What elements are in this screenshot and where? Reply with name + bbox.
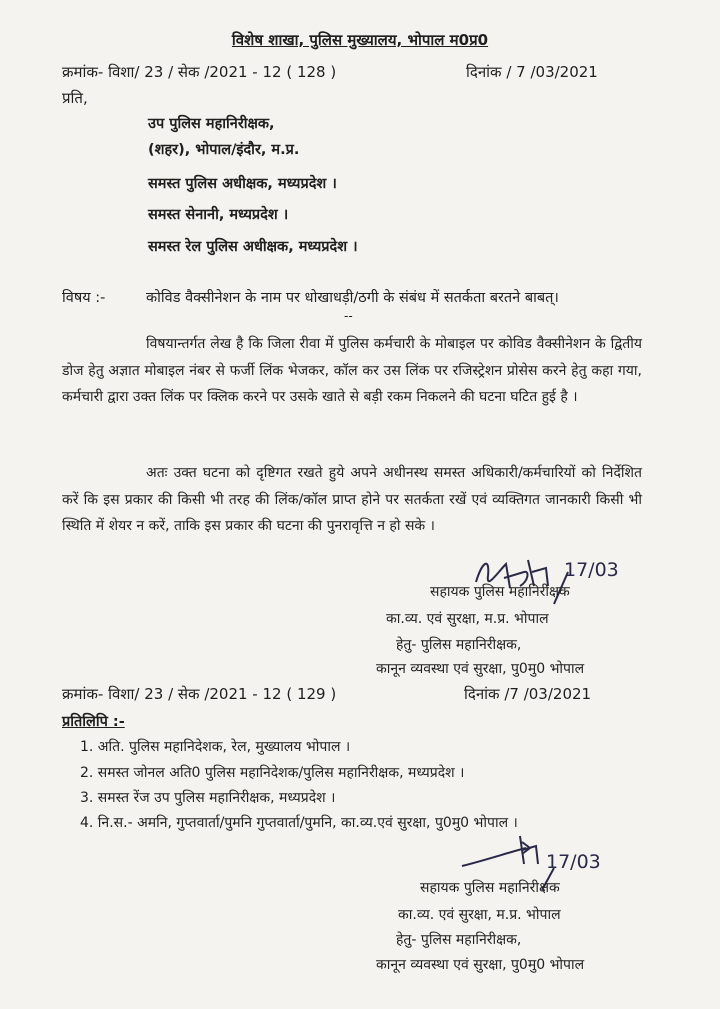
body-paragraph-1: विषयान्तर्गत लेख है कि जिला रीवा में पुलिस कर्मचारी के मोबाइल पर कोविड वैक्सीनेशन के द्वितीय डोज हेतु अज्ञात मोबाइल नंबर से फर्जी लिंक भेजकर, कॉल कर उस लिंक पर रजिस्ट्रेशन प्रोसेस करने हेतु कहा गया, कर्मचारी द्वारा उक्त लिंक पर क्लिक करने पर उसके खाते से बड़ी रकम निकलने की घटना घटित हुई है । — [62, 336, 642, 405]
letterhead-title: विशेष शाखा, पुलिस मुख्यालय, भोपाल म0प्र0 — [231, 31, 489, 49]
signatory-designation: सहायक पुलिस महानिरीक्षक — [420, 880, 560, 896]
copy-to-label: प्रतिलिपि :- — [62, 714, 125, 730]
signatory-office: का.व्य. एवं सुरक्षा, म.प्र. भोपाल — [386, 611, 549, 627]
copy-item: 3. समस्त रेंज उप पुलिस महानिरीक्षक, मध्यप्रदेश । — [80, 790, 336, 806]
date-1: दिनांक / 7 /03/2021 — [466, 63, 598, 81]
body-paragraph-2: अतः उक्त घटना को दृष्टिगत रखते हुये अपने अधीनस्थ समस्त अधिकारी/कर्मचारियों को निर्देशित करें कि इस प्रकार की किसी भी तरह की लिंक/कॉल प्राप्त होने पर सतर्कता रखें एवं व्यक्तिगत जानकारी किसी भी स्थिति में शेयर न करें, ताकि इस प्रकार की घटना की पुनरावृत्ति न हो सके । — [62, 465, 642, 534]
signatory-for: हेतु- पुलिस महानिरीक्षक, — [396, 637, 522, 653]
handwritten-signature-1 — [468, 542, 628, 612]
subject-separator: -- — [344, 309, 353, 323]
recipient-line: समस्त पुलिस अधीक्षक, मध्यप्रदेश । — [148, 176, 337, 192]
handwritten-date-1: 17/03 — [564, 559, 619, 581]
recipient-line: उप पुलिस महानिरीक्षक, — [148, 116, 275, 132]
handwritten-date-2: 17/03 — [546, 851, 601, 873]
recipient-line: समस्त सेनानी, मध्यप्रदेश । — [148, 207, 289, 223]
reference-number-2: क्रमांक- विशा/ 23 / सेक /2021 - 12 ( 129 ) — [62, 685, 337, 703]
recipient-line: (शहर), भोपाल/इंदौर, म.प्र. — [148, 142, 300, 158]
signatory-department: कानून व्यवस्था एवं सुरक्षा, पु0मु0 भोपाल — [376, 957, 585, 973]
signatory-for: हेतु- पुलिस महानिरीक्षक, — [396, 932, 522, 948]
copy-item: 1. अति. पुलिस महानिदेशक, रेल, मुख्यालय भोपाल । — [80, 739, 351, 755]
signatory-department: कानून व्यवस्था एवं सुरक्षा, पु0मु0 भोपाल — [376, 661, 585, 677]
copy-item: 2. समस्त जोनल अति0 पुलिस महानिदेशक/पुलिस महानिरीक्षक, मध्यप्रदेश । — [80, 765, 465, 781]
subject-label: विषय :- — [62, 290, 106, 306]
recipient-prefix: प्रति, — [62, 89, 88, 107]
reference-number-1: क्रमांक- विशा/ 23 / सेक /2021 - 12 ( 128 ) — [62, 63, 337, 81]
copy-item: 4. नि.स.- अमनि, गुप्तवार्ता/पुमनि गुप्तवार्ता/पुमनि, का.व्य.एवं सुरक्षा, पु0मु0 भोपाल । — [80, 815, 518, 831]
subject-text: कोविड वैक्सीनेशन के नाम पर धोखाधड़ी/ठगी के संबंध में सतर्कता बरतने बाबत्। — [146, 290, 559, 306]
date-2: दिनांक /7 /03/2021 — [464, 685, 592, 703]
recipient-line: समस्त रेल पुलिस अधीक्षक, मध्यप्रदेश । — [148, 239, 358, 255]
signatory-designation: सहायक पुलिस महानिरीक्षक — [430, 584, 570, 600]
signatory-office: का.व्य. एवं सुरक्षा, म.प्र. भोपाल — [398, 907, 561, 923]
